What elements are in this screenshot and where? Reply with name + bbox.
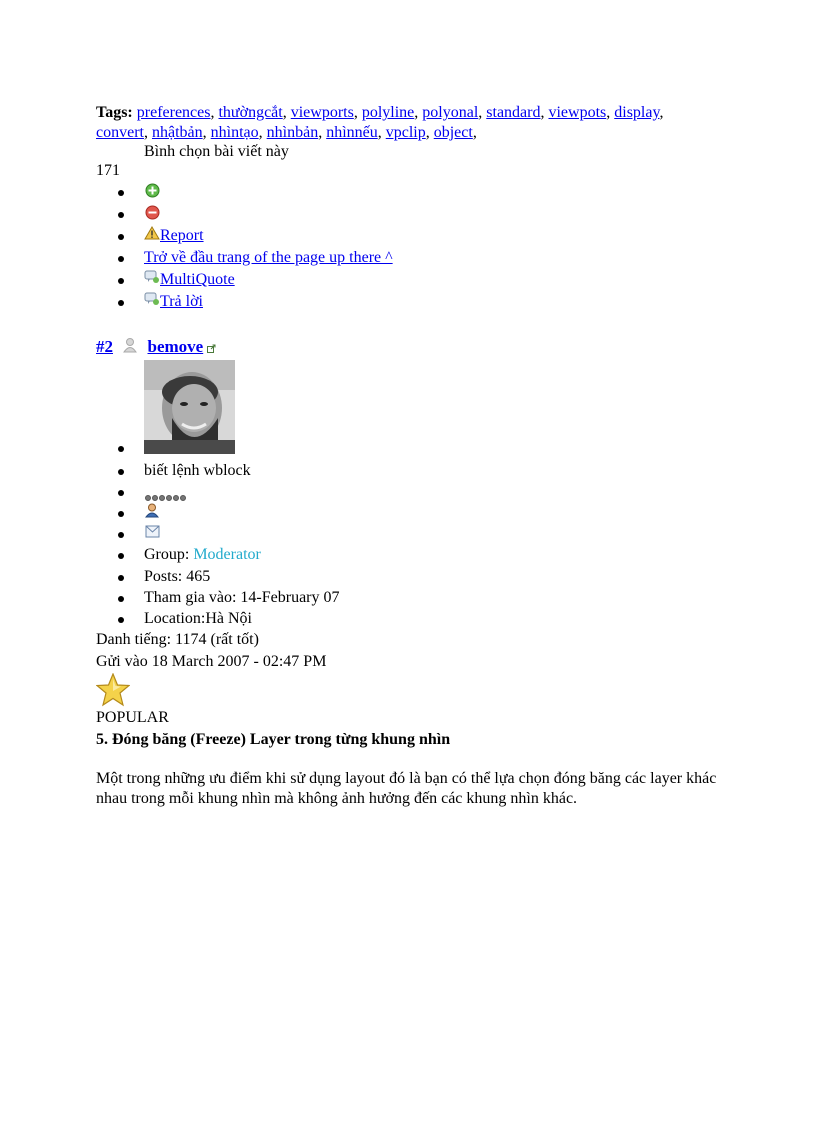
reply-icon xyxy=(144,292,160,312)
rank-pip-icon xyxy=(145,495,151,501)
author-link[interactable]: bemove xyxy=(147,337,204,356)
multiquote-link[interactable]: MultiQuote xyxy=(160,271,235,288)
external-link-icon[interactable] xyxy=(207,337,216,359)
list-bullet xyxy=(118,212,124,218)
popular-badge: POPULAR xyxy=(96,709,169,726)
tag-link[interactable]: nhậtbản xyxy=(151,124,203,141)
list-bullet xyxy=(118,490,124,496)
list-bullet xyxy=(118,234,124,240)
tag-link[interactable]: object xyxy=(433,124,473,141)
list-bullet xyxy=(118,469,124,475)
tag-link[interactable]: nhìntạo xyxy=(210,124,259,141)
tag-link[interactable]: vpclip xyxy=(385,124,426,141)
tag-link[interactable]: viewpots xyxy=(548,104,607,121)
warning-icon xyxy=(144,226,160,246)
list-bullet xyxy=(118,532,124,538)
vote-label: Bình chọn bài viết này xyxy=(144,143,289,160)
star-icon xyxy=(96,673,130,712)
group-label: Group: xyxy=(144,546,190,563)
message-icon[interactable] xyxy=(145,524,160,544)
tags-block: Tags: preferences, thườngcắt, viewports, polyline, polyonal, standard, viewpots, display, convert, nhậtbản, nhìntạo, nhìnbản, nhìnnếu, vpclip, object, xyxy=(96,104,664,141)
tag-link[interactable]: nhìnbản xyxy=(266,124,319,141)
reputation: Danh tiếng: 1174 (rất tốt) xyxy=(96,631,259,648)
list-bullet xyxy=(118,446,124,452)
tag-link[interactable]: preferences xyxy=(136,104,211,121)
tag-link[interactable]: viewports xyxy=(290,104,354,121)
report-link[interactable]: Report xyxy=(160,227,204,244)
rank-pip-icon xyxy=(152,495,158,501)
rank-pip-icon xyxy=(159,495,165,501)
list-bullet xyxy=(118,511,124,517)
vote-down-icon[interactable] xyxy=(145,205,160,225)
tag-link[interactable]: polyonal xyxy=(422,104,479,121)
list-bullet xyxy=(118,190,124,196)
tag-link[interactable]: thườngcắt xyxy=(218,104,283,121)
user-title: biết lệnh wblock xyxy=(144,462,251,479)
back-to-top-link[interactable]: Trở về đầu trang of the page up there ^ xyxy=(144,249,393,266)
join-date: Tham gia vào: 14-February 07 xyxy=(144,589,340,606)
list-bullet xyxy=(118,553,124,559)
list-bullet xyxy=(118,617,124,623)
post-header xyxy=(96,336,216,359)
group-value: Moderator xyxy=(193,546,261,563)
rank-pip-icon xyxy=(173,495,179,501)
rank-pip-icon xyxy=(180,495,186,501)
avatar[interactable] xyxy=(144,360,235,454)
list-bullet xyxy=(118,256,124,262)
list-bullet xyxy=(118,300,124,306)
post-number-link[interactable]: #2 xyxy=(96,337,113,356)
profile-icon[interactable] xyxy=(145,503,160,523)
tag-link[interactable]: nhìnnếu xyxy=(326,124,378,141)
vote-count: 171 xyxy=(96,162,120,179)
list-bullet xyxy=(118,596,124,602)
tag-link[interactable]: convert xyxy=(96,124,144,141)
group-line xyxy=(144,545,261,565)
posts-count: Posts: 465 xyxy=(144,568,211,585)
post-date: Gửi vào 18 March 2007 - 02:47 PM xyxy=(96,653,327,670)
multiquote-icon xyxy=(144,270,160,290)
list-bullet xyxy=(118,575,124,581)
list-bullet xyxy=(118,278,124,284)
reply-link[interactable]: Trả lời xyxy=(160,293,203,310)
rank-pip-icon xyxy=(166,495,172,501)
location: Location:Hà Nội xyxy=(144,610,252,627)
user-offline-icon xyxy=(123,337,137,359)
post-body: Một trong những ưu điểm khi sử dụng layout đó là bạn có thể lựa chọn đóng băng các layer khác nhau trong mỗi khung nhìn mà không ảnh hưởng đến các khung nhìn khác. xyxy=(96,770,717,807)
tag-link[interactable]: standard xyxy=(486,104,541,121)
post-heading: 5. Đóng băng (Freeze) Layer trong từng khung nhìn xyxy=(96,731,451,748)
tag-link[interactable]: display xyxy=(614,104,660,121)
tag-link[interactable]: polyline xyxy=(361,104,415,121)
vote-up-icon[interactable] xyxy=(145,183,160,203)
tags-label: Tags: xyxy=(96,104,133,121)
